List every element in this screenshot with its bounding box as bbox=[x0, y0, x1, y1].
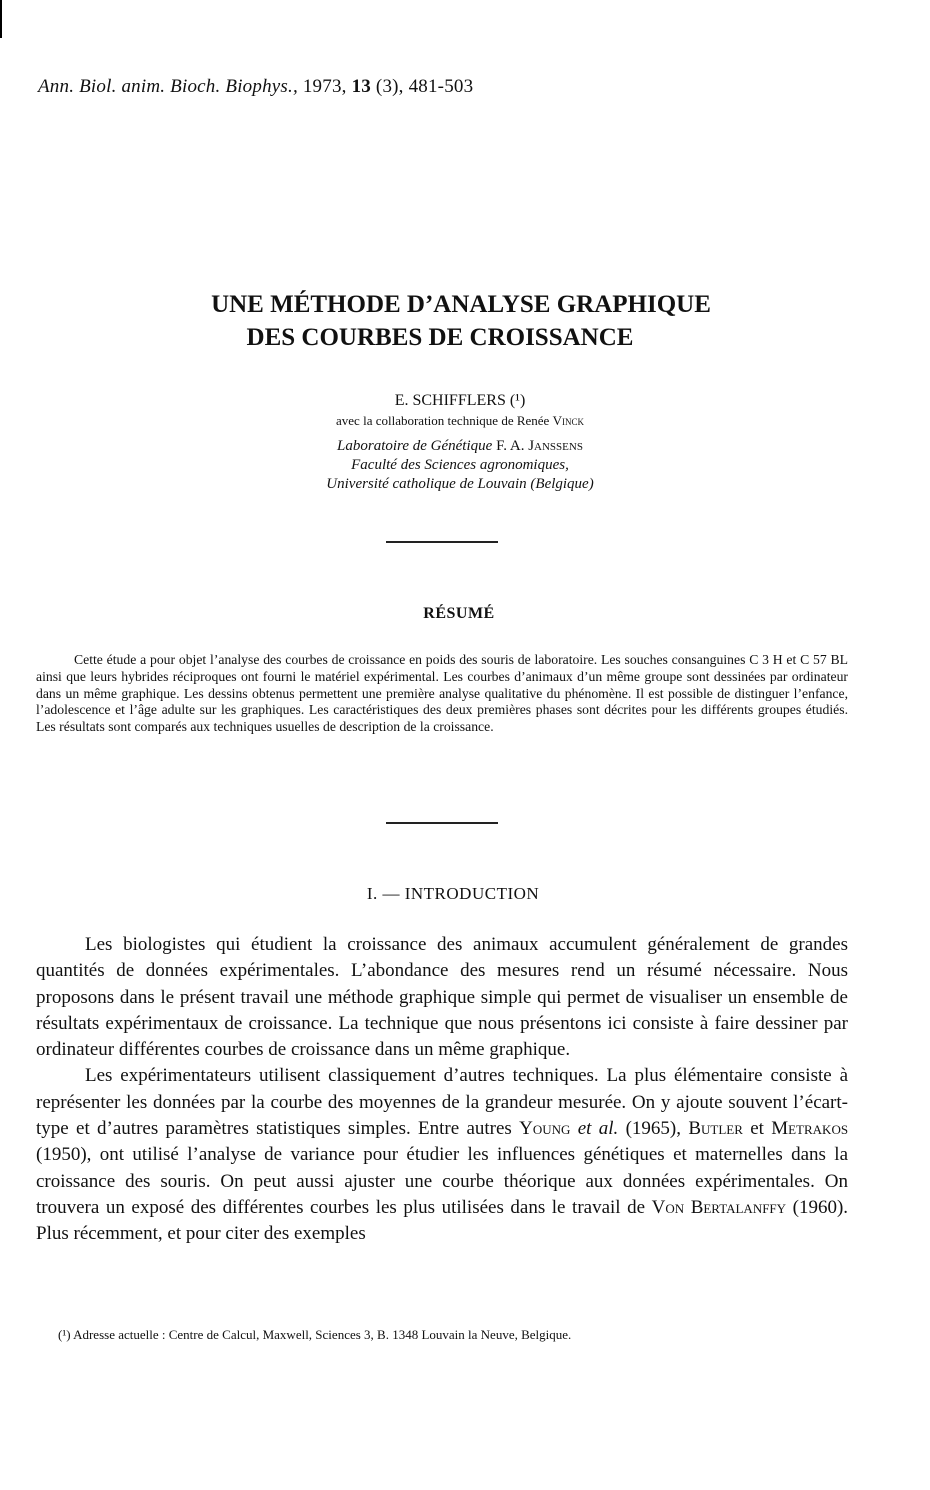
p2-text-d: (1950), ont utilisé l’analyse de variance pour étudier les influences génétiques et maternelles dans la croissance des souris. On peut aussi ajuster une courbe théorique aux données expérimentales. On trouvera un exposé des différentes courbes les plus utilisées dans le travail de bbox=[36, 1144, 848, 1218]
journal-name: Ann. Biol. anim. Bioch. Biophys., bbox=[38, 76, 298, 97]
introduction-paragraph-2 bbox=[36, 1063, 848, 1247]
affiliation bbox=[0, 437, 930, 494]
p2-text-e: (1960). Plus récemment, et pour citer des exemples bbox=[36, 1196, 849, 1245]
affiliation-lab-person: F. A. Janssens bbox=[496, 438, 583, 454]
journal-issue-pages: (3), 481-503 bbox=[375, 76, 474, 97]
author-line bbox=[0, 392, 930, 410]
author-block bbox=[0, 392, 930, 494]
title-line-2: DES COURBES DE CROISSANCE bbox=[246, 324, 634, 351]
journal-volume: 13 bbox=[351, 76, 371, 97]
divider-rule-top bbox=[386, 541, 498, 543]
resume-heading: RÉSUMÉ bbox=[423, 605, 495, 622]
collaboration-line bbox=[0, 413, 930, 429]
citation-et-al: et al. bbox=[577, 1118, 619, 1140]
p2-text-c: et bbox=[750, 1118, 764, 1140]
affiliation-faculty: Faculté des Sciences agronomiques, bbox=[351, 457, 569, 473]
affiliation-lab: Laboratoire de Génétique bbox=[337, 438, 493, 454]
collaborator-name: Vinck bbox=[552, 413, 584, 428]
journal-year: 1973, bbox=[302, 76, 347, 97]
author-name: E. SCHIFFLERS bbox=[394, 392, 506, 409]
page-edge-mark bbox=[0, 0, 2, 38]
title-line-1: UNE MÉTHODE D’ANALYSE GRAPHIQUE bbox=[211, 291, 711, 318]
divider-rule-bottom bbox=[386, 822, 498, 824]
resume-text: Cette étude a pour objet l’analyse des courbes de croissance en poids des souris de laboratoire. Les souches consanguines C 3 H et C 57 BL ainsi que leurs hybrides réciproques ont fourni le matériel expérimental. Les courbes d’animaux d’un même groupe sont dessinées par ordinateur dans un même graphique. Les dessins obtenus permettent une première analyse qualitative du phénomène. Il est possible de distinguer l’enfance, l’adolescence et l’âge adulte sur les graphiques. Les caractéristiques des deux premières phases sont décrites pour les différents groupes étudiés. Les résultats sont comparés aux techniques usuelles de description de la croissance. bbox=[36, 652, 848, 735]
citation-metrakos: Metrakos bbox=[771, 1118, 849, 1140]
p2-text-a: Les expérimentateurs utilisent classiquement d’autres techniques. La plus élémentaire consiste à représenter les données par la courbe des moyennes de la grandeur mesurée. On y ajoute souvent l’écart-type et d’autres paramètres statistiques simples. Entre autres bbox=[36, 1065, 848, 1140]
article-title bbox=[0, 288, 930, 354]
introduction-body bbox=[36, 932, 848, 1248]
introduction-heading: I. — INTRODUCTION bbox=[366, 884, 540, 903]
citation-young: Young bbox=[519, 1118, 571, 1140]
affiliation-university: Université catholique de Louvain (Belgique) bbox=[326, 476, 594, 492]
citation-bertalanffy: Von Bertalanffy bbox=[651, 1196, 787, 1218]
citation-butler: Butler bbox=[688, 1118, 743, 1140]
affiliation-lab-line bbox=[0, 437, 930, 456]
journal-reference bbox=[38, 76, 473, 98]
footnote: (¹) Adresse actuelle : Centre de Calcul, Maxwell, Sciences 3, B. 1348 Louvain la Neuve, Belgique. bbox=[58, 1327, 572, 1342]
collaboration-prefix: avec la collaboration technique de Renée bbox=[336, 413, 550, 428]
introduction-paragraph-1: Les biologistes qui étudient la croissance des animaux accumulent généralement de grandes quantités de données expérimentales. L’abondance des mesures rend un résumé nécessaire. Nous proposons dans le présent travail une méthode graphique simple qui permet de visualiser un ensemble de résultats expérimentaux de croissance. La technique que nous présentons ici consiste à faire dessiner par ordinateur différentes courbes de croissance dans un même graphique. bbox=[36, 934, 848, 1061]
p2-text-b: (1965), bbox=[625, 1118, 681, 1140]
author-footnote-mark: (¹) bbox=[509, 392, 526, 409]
